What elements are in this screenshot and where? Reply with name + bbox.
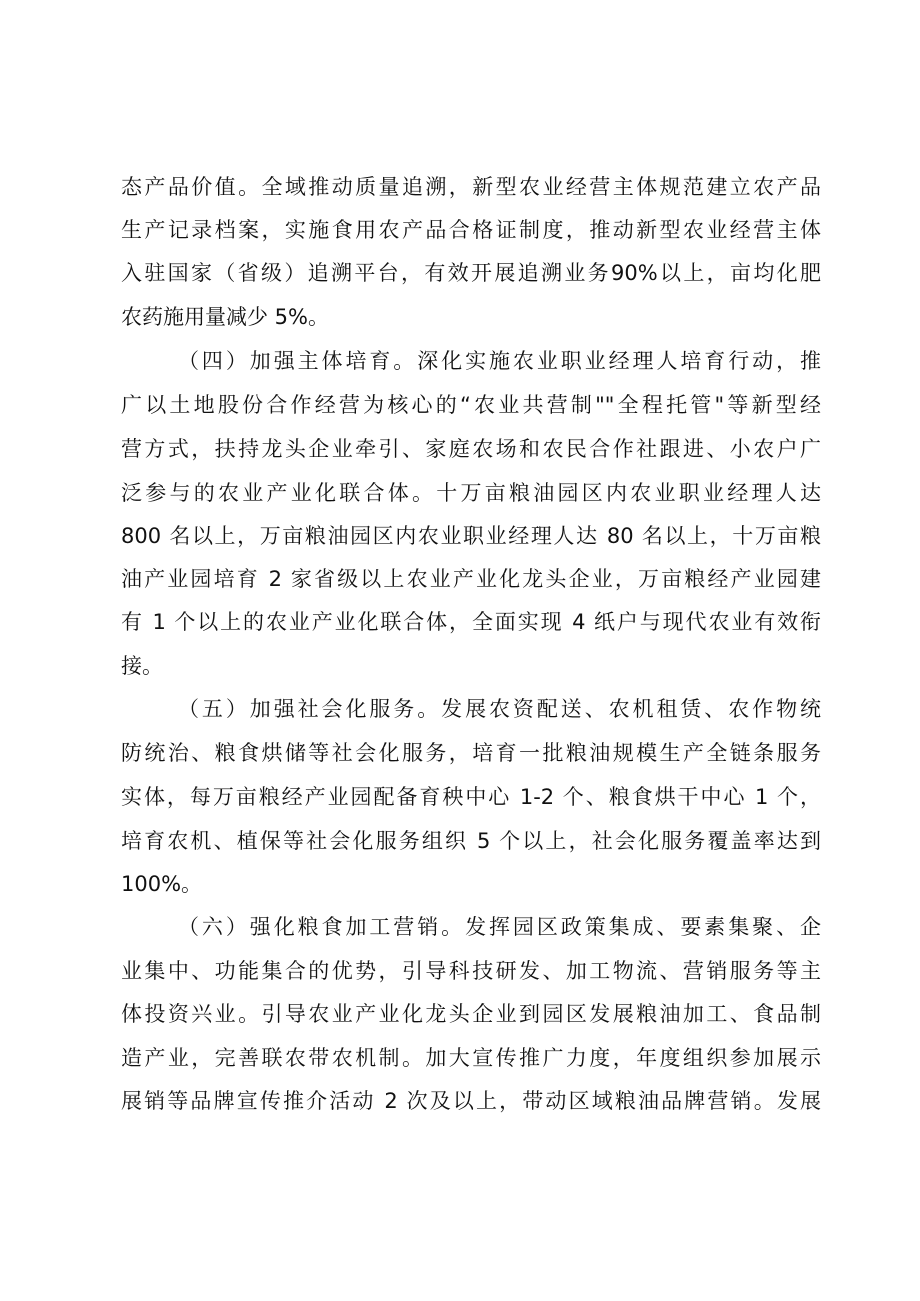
text-line: 态产品价值。全域推动质量追溯，新型农业经营主体规范建立农产品 xyxy=(121,175,821,199)
text-line: 展销等品牌宣传推介活动 2 次及以上，带动区域粮油品牌营销。发展 xyxy=(121,1089,821,1113)
text-line: 100%。 xyxy=(121,872,203,896)
section-heading-line: （五）加强社会化服务。发展农资配送、农机租赁、农作物统 xyxy=(178,697,821,721)
text-line: 接。 xyxy=(121,654,163,678)
text-line: 生产记录档案，实施食用农产品合格证制度，推动新型农业经营主体 xyxy=(121,218,821,242)
text-line: 泛参与的农业产业化联合体。十万亩粮油园区内农业职业经理人达 xyxy=(121,481,821,505)
text-line: 有 1 个以上的农业产业化联合体，全面实现 4 纸户与现代农业有效衔 xyxy=(121,610,821,634)
text-line: 培育农机、植保等社会化服务组织 5 个以上，社会化服务覆盖率达到 xyxy=(121,829,821,853)
text-line: 防统治、粮食烘储等社会化服务，培育一批粮油规模生产全链条服务 xyxy=(121,741,821,765)
text-line: 农药施用量减少 5%。 xyxy=(121,305,329,329)
text-line: 入驻国家（省级）追溯平台，有效开展追溯业务90%以上，亩均化肥 xyxy=(121,261,821,285)
text-line: 营方式，扶持龙头企业牵引、家庭农场和农民合作社跟进、小农户广 xyxy=(121,437,821,461)
section-heading-line: （四）加强主体培育。深化实施农业职业经理人培育行动，推 xyxy=(178,349,821,373)
text-line: 广以土地股份合作经营为核心的“农业共营制""全程托管"等新型经 xyxy=(121,393,821,417)
section-heading-line: （六）强化粮食加工营销。发挥园区政策集成、要素集聚、企 xyxy=(178,915,821,939)
text-line: 体投资兴业。引导农业产业化龙头企业到园区发展粮油加工、食品制 xyxy=(121,1002,821,1026)
text-line: 业集中、功能集合的优势，引导科技研发、加工物流、营销服务等主 xyxy=(121,959,821,983)
text-line: 实体，每万亩粮经产业园配备育秧中心 1-2 个、粮食烘干中心 1 个， xyxy=(121,785,821,809)
text-line: 造产业，完善联农带农机制。加大宣传推广力度，年度组织参加展示 xyxy=(121,1046,821,1070)
text-line: 800 名以上，万亩粮油园区内农业职业经理人达 80 名以上，十万亩粮 xyxy=(121,524,821,548)
text-line: 油产业园培育 2 家省级以上农业产业化龙头企业，万亩粮经产业园建 xyxy=(121,567,821,591)
